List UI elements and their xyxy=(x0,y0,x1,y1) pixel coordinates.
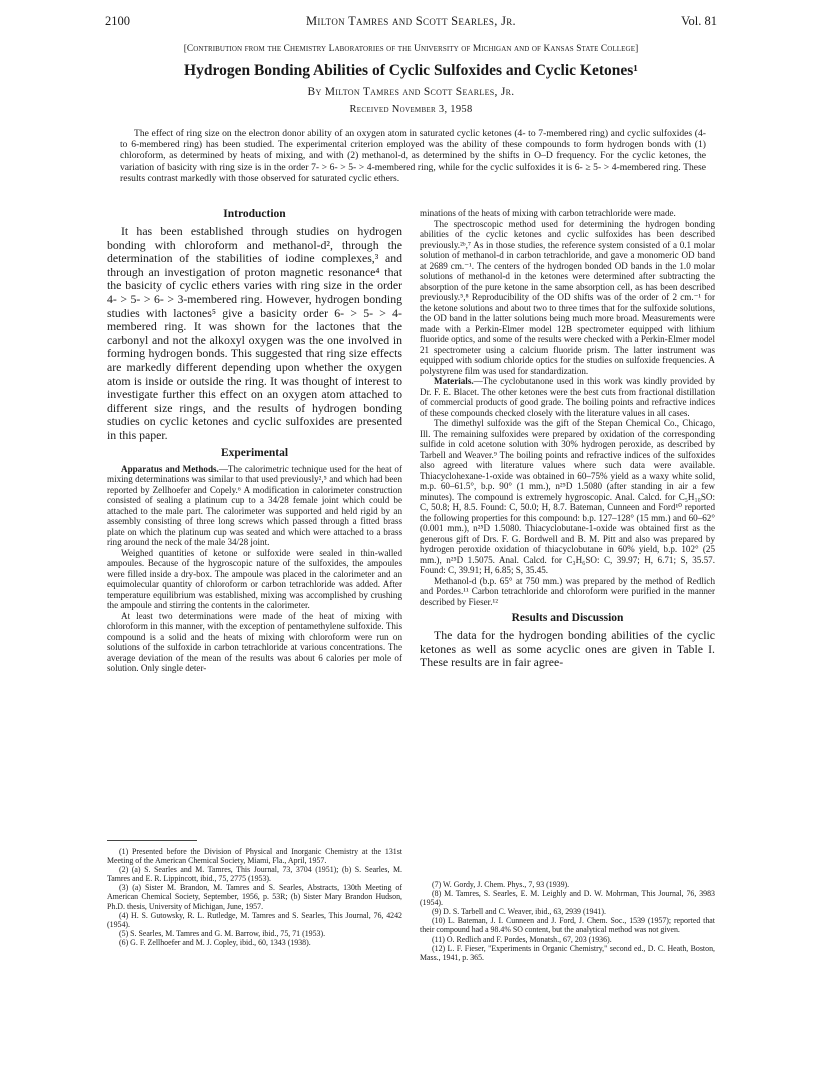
footnotes-left xyxy=(107,847,402,947)
right-paragraph-2: The spectroscopic method used for determining the hydrogen bonding abilities of the cyclic ketones and cyclic sulfoxides has been described previously.²ᵇ,⁷ As in those studies, the reference system consisted of a 0.1 molar solution of methanol-d in carbon tetrachloride, and gave a monomeric OD band at 2689 cm.⁻¹. The centers of the hydrogen bonded OD bands in the 1.0 molar solutions of methanol-d in the ketones were determined after subtracting the absorption of the pure ketone in the same absorption cell, as has been described previously.⁵,⁸ Reproducibility of the OD shifts was of the order of 2 cm.⁻¹ for the ketone solutions and about two to three times that for the sulfoxide solutions, the OD band in the latter solutions being much more broad. Measurements were made with a Perkin-Elmer model 12B spectrometer equipped with lithium fluoride optics, and some of the results were checked with a Perkin-Elmer model 21 spectrometer using a calcium fluoride prism. The latter instrument was equipped with sodium chloride optics for the studies on sulfoxide frequencies. A polystyrene film was used for standardization. xyxy=(420,218,715,376)
experimental-paragraph-1 xyxy=(107,464,402,548)
footnote: (8) M. Tamres, S. Searles, E. M. Leighly and D. W. Mohrman, This Journal, 76, 3983 (1954). xyxy=(420,889,715,908)
right-paragraph-1: minations of the heats of mixing with carbon tetrachloride were made. xyxy=(420,208,676,218)
page-number: 2100 xyxy=(105,14,130,28)
footnote: (10) L. Bateman, J. I. Cunneen and J. Ford, J. Chem. Soc., 1539 (1957); reported that their compound had a 98.4% SO content, but the analytical method was not given. xyxy=(420,916,715,935)
running-title: Milton Tamres and Scott Searles, Jr. xyxy=(306,14,516,28)
materials-run-in: Materials. xyxy=(434,376,474,386)
footnote-rule xyxy=(107,840,197,841)
contribution-line: [Contribution from the Chemistry Laboratories of the University of Michigan and of Kansas State College] xyxy=(183,44,639,54)
sulfoxide-paragraph: The dimethyl sulfoxide was the gift of the Stepan Chemical Co., Chicago, Ill. The remaining sulfoxides were prepared by oxidation of the corresponding sulfide in cold acetone solution with 30% hydrogen peroxide, as described by Tarbell and Weaver.⁹ The boiling points and refractive indices of the sulfoxides also agreed with literature values where such data were available. Thiacyclohexane-1-oxide was obtained in 60–75% yield as a waxy white solid, m.p. 60–61.5°, b.p. 90° (1 mm.), n²⁵D 1.5080 (after standing in air a few minutes). The compound is extremely hygroscopic. Anal. Calcd. for C₅H₁₀SO: C, 50.8; H, 8.5. Found: C, 50.0; H, 8.7. Bateman, Cunneen and Ford¹⁰ reported the following properties for this compound: b.p. 127–128° (15 mm.) and 60–62° (0.001 mm.), n²⁵D 1.5080. Thiacyclobutane-1-oxide was obtained first as the generous gift of Drs. F. G. Bordwell and B. M. Pitt and also was prepared by hydrogen peroxide oxidation of thiacyclobutane in 60% yield, b.p. 102° (25 mm.), n²⁵D 1.5075. Anal. Calcd. for C₃H₆SO: C, 39.97; H, 6.71; S, 35.57. Found: C, 39.91; H, 6.85; S, 35.45. xyxy=(420,418,715,575)
footnote: (5) S. Searles, M. Tamres and G. M. Barrow, ibid., 75, 71 (1953). xyxy=(119,928,326,938)
footnote: (6) G. F. Zellhoefer and M. J. Copley, ibid., 60, 1343 (1938). xyxy=(119,937,311,947)
footnote: (7) W. Gordy, J. Chem. Phys., 7, 93 (1939). xyxy=(432,880,570,889)
right-column xyxy=(420,208,715,670)
article-title: Hydrogen Bonding Abilities of Cyclic Sulfoxides and Cyclic Ketones¹ xyxy=(184,62,638,79)
footnote: (9) D. S. Tarbell and C. Weaver, ibid., 63, 2939 (1941). xyxy=(432,907,606,917)
left-column xyxy=(107,208,402,674)
footnote: (2) (a) S. Searles and M. Tamres, This Journal, 73, 3704 (1951); (b) S. Searles, M. Tamres and E. R. Lippincott, ibid., 75, 2775 (1953). xyxy=(107,865,402,884)
received-date: Received November 3, 1958 xyxy=(349,104,473,115)
footnote: (12) L. F. Fieser, "Experiments in Organic Chemistry," second ed., D. C. Heath, Boston, Mass., 1941, p. 365. xyxy=(420,943,715,962)
running-head xyxy=(105,14,717,32)
experimental-heading: Experimental xyxy=(220,446,289,459)
apparatus-run-in: Apparatus and Methods. xyxy=(121,463,219,474)
footnote: (3) (a) Sister M. Brandon, M. Tamres and S. Searles, Abstracts, 130th Meeting of American Chemical Society, September, 1956, p. 53R; (b) Sister Mary Brandon Hudson, Ph.D. thesis, University of Michigan, June, 1957. xyxy=(107,883,402,911)
abstract-text: The effect of ring size on the electron donor ability of an oxygen atom in saturated cyclic ketones (4- to 7-membered ring) and cyclic sulfoxides (4- to 6-membered ring) has been studied. The experimental criterion employed was the ability of these compounds to form hydrogen bonds with (1) chloroform, as determined by heats of mixing, and with (2) methanol-d, as determined by the shifts in O–D frequency. For the cyclic ketones, the variation of basicity with ring size is in the order 7- > 6- > 5- > 4-membered ring, while for the cyclic sulfoxides it is 6- ≥ 5- > 4-membered ring. These results contrast markedly with those observed for saturated cyclic ethers. xyxy=(120,128,706,184)
right-column-body xyxy=(420,208,715,607)
experimental-paragraph-3: At least two determinations were made of the heat of mixing with chloroform in this manner, with the exception of pentamethylene sulfoxide. This compound is a solid and the heats of mixing with chloroform were run on solutions of the sulfoxide in carbon tetrachloride at various concentrations. The average deviation of the mean of the results was about 6 calories per mole of solution. Only single deter- xyxy=(107,610,402,673)
abstract xyxy=(120,128,706,184)
byline: By Milton Tamres and Scott Searles, Jr. xyxy=(307,86,515,98)
introduction-paragraph: It has been established through studies on hydrogen bonding with chloroform and methanol-d², through the determination of the stabilities of iodine complexes,³ and through an investigation of proton magnetic resonance⁴ that the basicity of cyclic ethers varies with ring size in the order 4- > 5- > 6- > 3-membered ring. However, hydrogen bonding studies with lactones⁵ give a basicity order 6- > 5- > 4-membered ring. It was shown for the lactones that the carbonyl and not the alkoxyl oxygen was the one involved in forming hydrogen bonds. This suggested that ring size effects are markedly different depending upon whether the oxygen atom is inside or outside the ring. It was thought of interest to investigate further this effect on an oxygen atom attached to different size rings, and the results of hydrogen bonding studies on cyclic ketones and cyclic sulfoxides are presented in this paper. xyxy=(107,224,402,442)
materials-text: —The cyclobutanone used in this work was kindly provided by Dr. F. E. Blacet. The other ketones were the best cuts from fractional distillation of commercial products of good grade. The boiling points and refractive indices of these compounds checked closely with the literature values in all cases. xyxy=(420,376,715,418)
footnote: (1) Presented before the Division of Physical and Inorganic Chemistry at the 131st Meeting of the American Chemical Society, Miami, Fla., April, 1957. xyxy=(107,847,402,866)
apparatus-text: —The calorimetric technique used for the heat of mixing determinations was similar to that used previously²,⁵ and which had been reported by Zellhoefer and Copely.⁶ A modification in calorimeter construction consisted of sealing a platinum cup to a 34/28 female joint which could be attached to the male part. The calorimeter was supported and held rigid by an assembly consisting of three long screws which passed through a fitted brass plate on which the platinum cup was seated and which were attached to a brass ring around the neck of the male 34/28 joint. xyxy=(107,463,402,547)
experimental-body xyxy=(107,464,402,674)
introduction-heading: Introduction xyxy=(223,208,286,220)
results-body xyxy=(420,629,715,670)
methanol-paragraph: Methanol-d (b.p. 65° at 750 mm.) was prepared by the method of Redlich and Pordes.¹¹ Carbon tetrachloride and chloroform were purified in the manner described by Fieser.¹² xyxy=(420,575,715,607)
volume-number: Vol. 81 xyxy=(681,14,717,28)
footnote: (4) H. S. Gutowsky, R. L. Rutledge, M. Tamres and S. Searles, This Journal, 76, 4242 (1954). xyxy=(107,910,402,929)
results-heading: Results and Discussion xyxy=(511,612,624,624)
experimental-paragraph-2: Weighed quantities of ketone or sulfoxide were sealed in thin-walled ampoules. Because of the hygroscopic nature of the sulfoxides, the ampoules were filled inside a dry-box. The ampoule was placed in the calorimeter and an equimolecular quantity of chloroform or carbon tetrachloride was added. After temperature equilibrium was established, mixing was accomplished by crushing the ampoule and stirring the contents in the calorimeter. xyxy=(107,547,402,610)
introduction-body xyxy=(107,225,402,443)
materials-paragraph xyxy=(420,376,715,418)
results-paragraph: The data for the hydrogen bonding abilities of the cyclic ketones as well as some acyclic ones are given in Table I. These results are in fair agree- xyxy=(420,628,715,670)
footnotes-right xyxy=(420,880,715,962)
footnote: (11) O. Redlich and F. Pordes, Monatsh., 67, 203 (1936). xyxy=(432,934,612,944)
